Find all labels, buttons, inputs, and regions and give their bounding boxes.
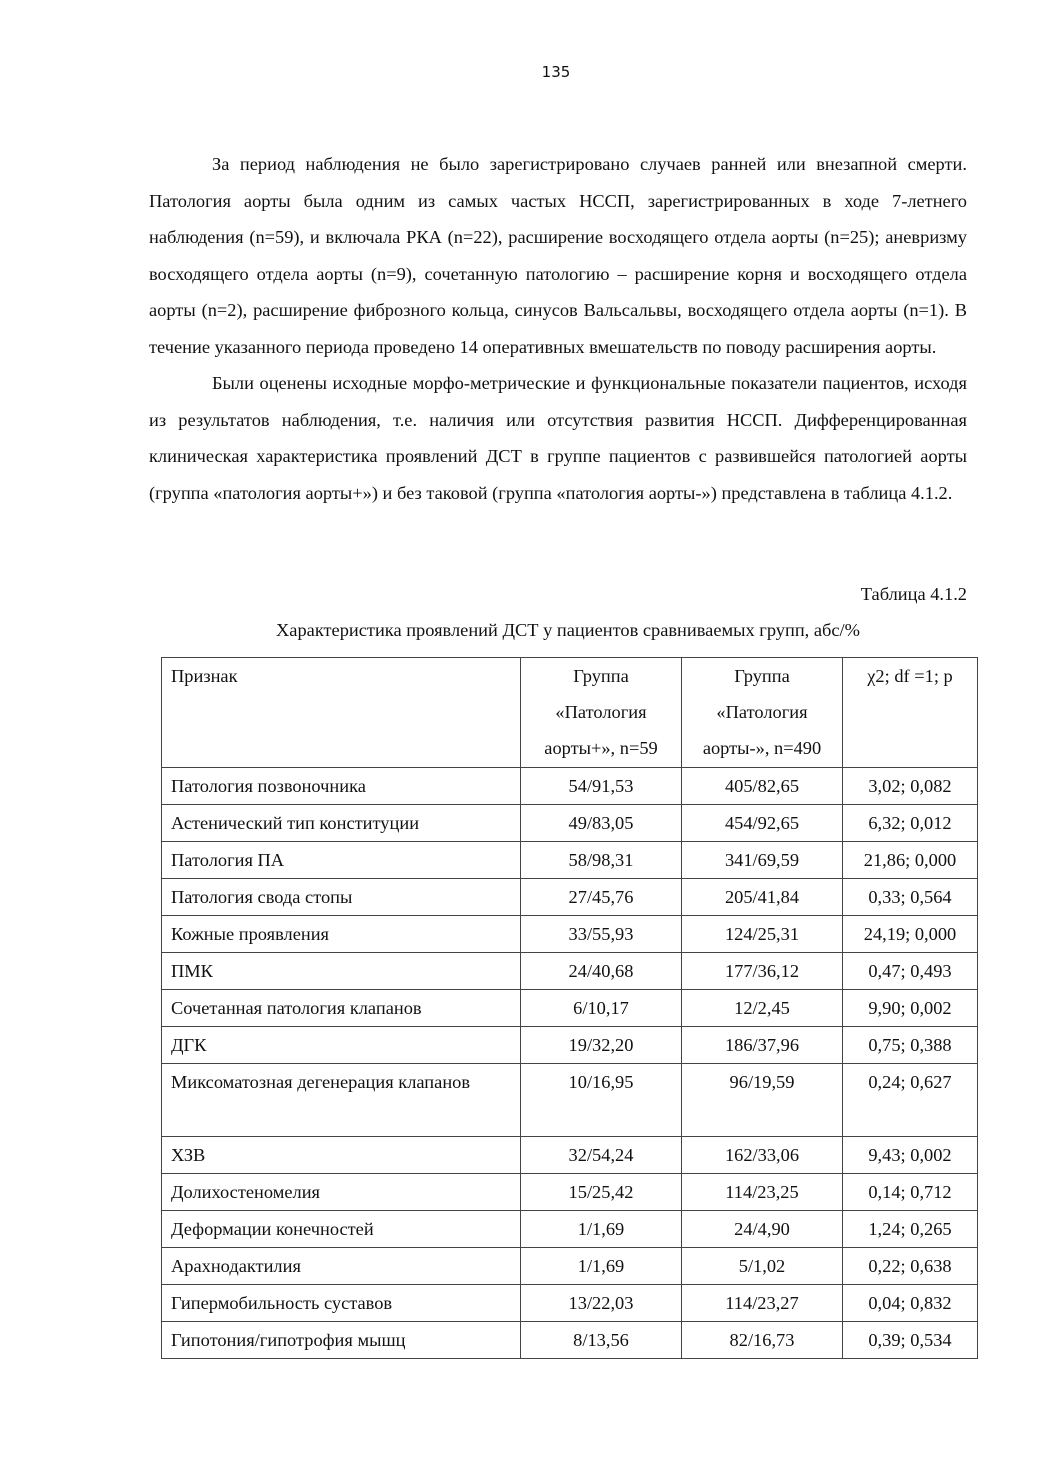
header-line: «Патология — [555, 702, 647, 722]
cell-stat: 0,24; 0,627 — [843, 1064, 978, 1137]
table-row — [162, 916, 978, 953]
cell-plus: 58/98,31 — [521, 842, 682, 879]
cell-sign: ХЗВ — [162, 1137, 521, 1174]
cell-stat: 24,19; 0,000 — [843, 916, 978, 953]
cell-plus: 24/40,68 — [521, 953, 682, 990]
cell-minus: 114/23,25 — [682, 1174, 843, 1211]
cell-sign: Миксоматозная дегенерация клапанов — [162, 1064, 521, 1137]
cell-minus: 96/19,59 — [682, 1064, 843, 1137]
header-sign: Признак — [162, 658, 521, 768]
cell-stat: 0,39; 0,534 — [843, 1322, 978, 1359]
table-row — [162, 1285, 978, 1322]
cell-stat: 3,02; 0,082 — [843, 768, 978, 805]
cell-sign: Патология позвоночника — [162, 768, 521, 805]
cell-sign: Долихостеномелия — [162, 1174, 521, 1211]
cell-minus: 5/1,02 — [682, 1248, 843, 1285]
table-row — [162, 1027, 978, 1064]
header-line: аорты-», n=490 — [702, 738, 822, 758]
table-row — [162, 1248, 978, 1285]
cell-sign: ПМК — [162, 953, 521, 990]
cell-plus: 49/83,05 — [521, 805, 682, 842]
cell-stat: 9,43; 0,002 — [843, 1137, 978, 1174]
cell-sign: Гипотония/гипотрофия мышц — [162, 1322, 521, 1359]
header-stat: χ2; df =1; p — [843, 658, 978, 768]
cell-sign: Астенический тип конституции — [162, 805, 521, 842]
table-row — [162, 1322, 978, 1359]
cell-stat: 0,75; 0,388 — [843, 1027, 978, 1064]
cell-plus: 32/54,24 — [521, 1137, 682, 1174]
table-title: Характеристика проявлений ДСТ у пациентов сравниваемых групп, абс/% — [276, 620, 860, 640]
cell-minus: 454/92,65 — [682, 805, 843, 842]
paragraph: Были оценены исходные морфо-метрические и функциональные показатели пациентов, исходя из результатов наблюдения, т.е. наличия или отсутствия развития НССП. Дифференцированная клиническая характеристика проявлений ДСТ в группе пациентов с развившейся патологией аорты (группа «патология аорты+») и без таковой (группа «патология аорты-») представлена в таблица 4.1.2. — [149, 373, 967, 503]
table-row — [162, 953, 978, 990]
cell-stat: 0,14; 0,712 — [843, 1174, 978, 1211]
cell-minus: 114/23,27 — [682, 1285, 843, 1322]
cell-minus: 162/33,06 — [682, 1137, 843, 1174]
cell-plus: 13/22,03 — [521, 1285, 682, 1322]
cell-plus: 15/25,42 — [521, 1174, 682, 1211]
cell-stat: 1,24; 0,265 — [843, 1211, 978, 1248]
cell-minus: 124/25,31 — [682, 916, 843, 953]
cell-sign: Арахнодактилия — [162, 1248, 521, 1285]
table-header-row — [162, 658, 978, 768]
table-row — [162, 768, 978, 805]
cell-minus: 341/69,59 — [682, 842, 843, 879]
cell-minus: 12/2,45 — [682, 990, 843, 1027]
table-row — [162, 1137, 978, 1174]
cell-minus: 24/4,90 — [682, 1211, 843, 1248]
cell-plus: 1/1,69 — [521, 1248, 682, 1285]
cell-minus: 82/16,73 — [682, 1322, 843, 1359]
cell-plus: 27/45,76 — [521, 879, 682, 916]
cell-sign: Деформации конечностей — [162, 1211, 521, 1248]
header-line: Группа — [734, 666, 790, 686]
paragraph: За период наблюдения не было зарегистрировано случаев ранней или внезапной смерти. Патология аорты была одним из самых частых НССП, зарегистрированных в ходе 7-летнего наблюдения (n=59), и включала РКА (n=22), расширение восходящего отдела аорты (n=25); аневризму восходящего отдела аорты (n=9), сочетанную патологию – расширение корня и восходящего отдела аорты (n=2), расширение фиброзного кольца, синусов Вальсальвы, восходящего отдела аорты (n=1). В течение указанного периода проведено 14 оперативных вмешательств по поводу расширения аорты. — [149, 154, 967, 357]
table-row — [162, 879, 978, 916]
header-line: «Патология — [716, 702, 808, 722]
table-row — [162, 1064, 978, 1137]
cell-minus: 405/82,65 — [682, 768, 843, 805]
cell-stat: 21,86; 0,000 — [843, 842, 978, 879]
cell-sign: Сочетанная патология клапанов — [162, 990, 521, 1027]
cell-stat: 0,47; 0,493 — [843, 953, 978, 990]
table-row — [162, 990, 978, 1027]
table-label: Таблица 4.1.2 — [860, 584, 967, 604]
header-line: Группа — [573, 666, 629, 686]
body-text — [149, 146, 967, 511]
cell-sign: Патология ПА — [162, 842, 521, 879]
header-group-plus — [521, 658, 682, 768]
page-number: 135 — [541, 63, 571, 81]
cell-minus: 177/36,12 — [682, 953, 843, 990]
cell-stat: 9,90; 0,002 — [843, 990, 978, 1027]
cell-plus: 19/32,20 — [521, 1027, 682, 1064]
cell-sign: Кожные проявления — [162, 916, 521, 953]
table-row — [162, 805, 978, 842]
header-line: аорты+», n=59 — [544, 738, 658, 758]
table-row — [162, 1211, 978, 1248]
cell-plus: 33/55,93 — [521, 916, 682, 953]
cell-plus: 1/1,69 — [521, 1211, 682, 1248]
cell-sign: Гипермобильность суставов — [162, 1285, 521, 1322]
cell-sign: Патология свода стопы — [162, 879, 521, 916]
cell-plus: 6/10,17 — [521, 990, 682, 1027]
cell-stat: 0,04; 0,832 — [843, 1285, 978, 1322]
header-group-minus — [682, 658, 843, 768]
cell-stat: 0,22; 0,638 — [843, 1248, 978, 1285]
table-row — [162, 1174, 978, 1211]
cell-plus: 8/13,56 — [521, 1322, 682, 1359]
cell-sign: ДГК — [162, 1027, 521, 1064]
cell-minus: 186/37,96 — [682, 1027, 843, 1064]
cell-stat: 6,32; 0,012 — [843, 805, 978, 842]
table-row — [162, 842, 978, 879]
cell-plus: 10/16,95 — [521, 1064, 682, 1137]
cell-minus: 205/41,84 — [682, 879, 843, 916]
cell-stat: 0,33; 0,564 — [843, 879, 978, 916]
cell-plus: 54/91,53 — [521, 768, 682, 805]
data-table — [161, 657, 978, 1359]
